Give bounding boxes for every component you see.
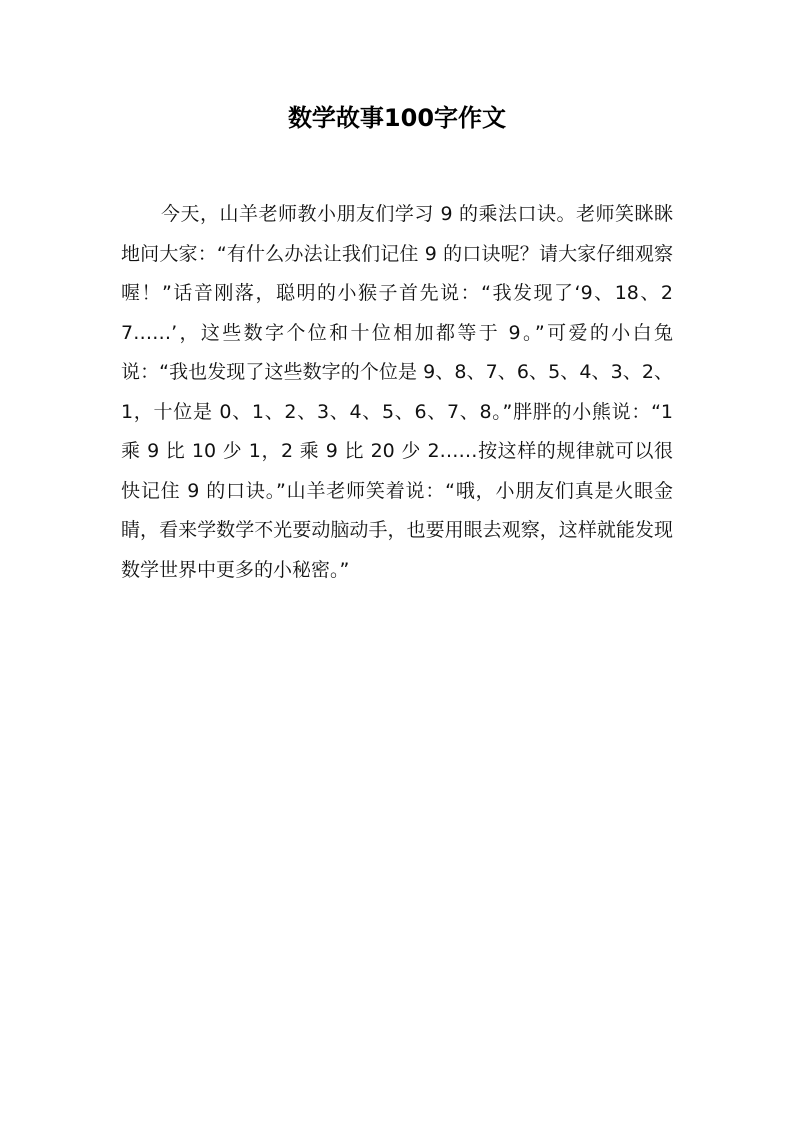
- essay-paragraph: 今天，山羊老师教小朋友们学习 9 的乘法口诀。老师笑眯眯地问大家：“有什么办法让我们记住 9 的口诀呢？请大家仔细观察喔！”话音刚落，聪明的小猴子首先说：“我发现了‘9、18、27……’，这些数字个位和十位相加都等于 9。”可爱的小白兔说：“我也发现了这些数字的个位是 9、8、7、6、5、4、3、2、1，十位是 0、1、2、3、4、5、6、7、8。”胖胖的小熊说：“1 乘 9 比 10 少 1，2 乘 9 比 20 少 2……按这样的规律就可以很快记住 9 的口诀。”山羊老师笑着说：“哦，小朋友们真是火眼金睛，看来学数学不光要动脑动手，也要用眼去观察，这样就能发现数学世界中更多的小秘密。”: [121, 203, 673, 581]
- document-title: 数学故事100字作文: [287, 104, 507, 132]
